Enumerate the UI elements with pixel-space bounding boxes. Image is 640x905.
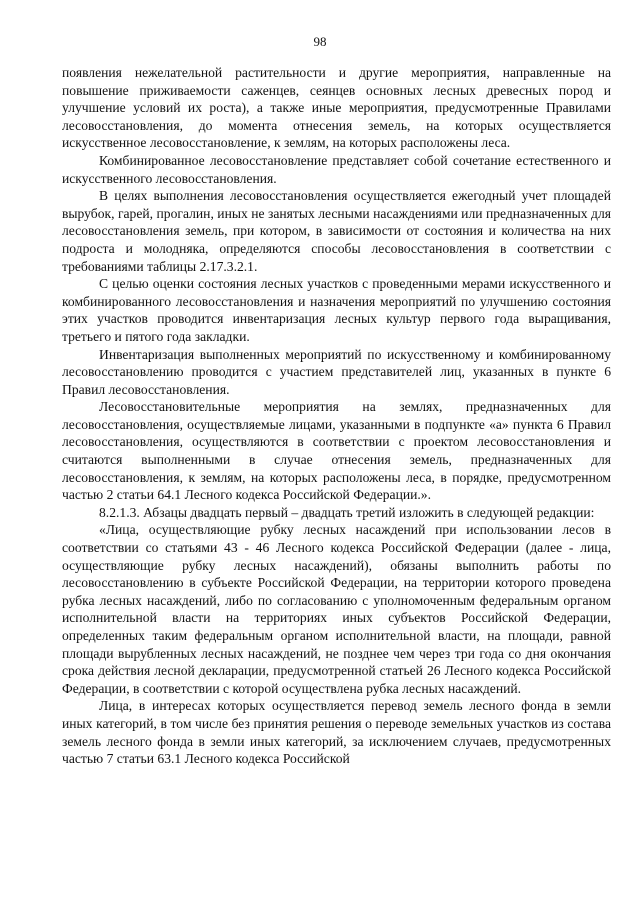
- paragraph-quoted-logging-obligation: «Лица, осуществляющие рубку лесных насаждений при использовании лесов в соответствии со статьями 43 - 46 Лесного кодекса Российской Федерации (далее - лица, осуществляющие рубку лесных насаждений), обязаны выполнить работы по лесовосстановлению в субъекте Российской Федерации, на территории которого проведена рубка лесных насаждений, либо по согласованию с уполномоченным федеральным органом исполнительной власти на территориях иных субъектов Российской Федерации, определенных таким федеральным органом исполнительной власти, на площади, равной площади вырубленных лесных насаждений, не позднее чем через три года со дня окончания срока действия лесной декларации, предусмотренной статьей 26 Лесного кодекса Российской Федерации, в соответствии с которой осуществлена рубка лесных насаждений.: [62, 522, 611, 696]
- paragraph-annual-accounting: В целях выполнения лесовосстановления осуществляется ежегодный учет площадей вырубок, гарей, прогалин, иных не занятых лесными насаждениями или предназначенных для лесовосстановления земель, при котором, в зависимости от состояния и количества на них подроста и молодняка, определяются способы лесовосстановления в соответствии с требованиями таблицы 2.17.3.2.1.: [62, 188, 611, 274]
- document-body: [62, 64, 611, 768]
- paragraph-inventory-participants: Инвентаризация выполненных мероприятий по искусственному и комбинированному лесовосстановлению проводится с участием представителей лиц, указанных в пункте 6 Правил лесовосстановления.: [62, 346, 611, 397]
- paragraph-inventory-purpose: С целью оценки состояния лесных участков с проведенными мерами искусственного и комбинированного лесовосстановления и назначения мероприятий по улучшению состояния этих участков проводится инвентаризация лесных культур первого года выращивания, третьего и пятого года закладки.: [62, 276, 611, 344]
- paragraph-amendment-clause: 8.2.1.3. Абзацы двадцать первый – двадцать третий изложить в следующей редакции:: [99, 504, 595, 520]
- paragraph-continuation: появления нежелательной растительности и другие мероприятия, направленные на повышение приживаемости саженцев, сеянцев основных лесных древесных пород и улучшение условий их роста), а также иные мероприятия, предусмотренные Правилами лесовосстановления, до момента отнесения земель, на которых осуществляется искусственное лесовосстановление, к землям, на которых расположены леса.: [62, 65, 611, 151]
- paragraph-reforestation-measures: Лесовосстановительные мероприятия на землях, предназначенных для лесовосстановления, осуществляемые лицами, указанными в подпункте «а» пункта 6 Правил лесовосстановления, осуществляются в соответствии с проектом лесовосстановления и считаются выполненными в случае отнесения земель, предназначенных для лесовосстановления, к землям, на которых расположены леса, в порядке, предусмотренном частью 2 статьи 64.1 Лесного кодекса Российской Федерации.».: [62, 399, 611, 503]
- paragraph-land-transfer: Лица, в интересах которых осуществляется перевод земель лесного фонда в земли иных категорий, в том числе без принятия решения о переводе земельных участков из состава земель лесного фонда в земли иных категорий, за исключением случаев, предусмотренных частью 7 статьи 63.1 Лесного кодекса Российской: [62, 698, 611, 767]
- page-number: 98: [313, 34, 327, 49]
- paragraph-combined-reforestation: Комбинированное лесовосстановление представляет собой сочетание естественного и искусственного лесовосстановления.: [62, 152, 611, 186]
